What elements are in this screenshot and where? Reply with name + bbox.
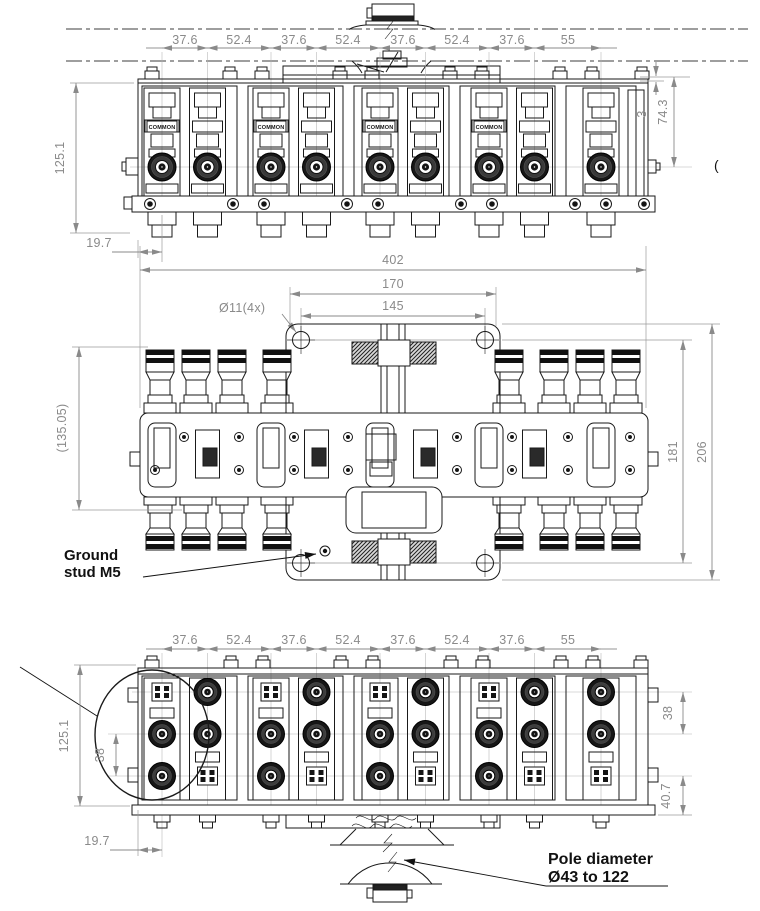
front-center-dim: 74.3	[656, 99, 670, 125]
ground-label-line1: Ground	[64, 547, 119, 564]
rear-pitch-left-dim: 38	[93, 747, 107, 763]
plan-hole-pitch-y-dim: 181	[666, 441, 680, 463]
detail-ellipse	[20, 667, 209, 800]
rear-pitch-right-dim: 38	[661, 705, 675, 721]
ground-label-line2: stud M5	[64, 564, 121, 581]
front-dim-5: 37.6	[390, 33, 416, 47]
plan-plate-width-dim: 170	[382, 277, 404, 291]
rear-dimensions-top	[146, 633, 617, 649]
plan-total-dim: 402	[382, 253, 404, 267]
rear-dim-8: 55	[560, 633, 576, 647]
plan-hole-pitch-dim: 145	[382, 299, 404, 313]
plate-hole-br	[471, 549, 499, 577]
rear-height-dim: 125.1	[57, 719, 71, 753]
front-dim-4: 52.4	[335, 33, 361, 47]
front-height-dim: 125.1	[53, 141, 67, 175]
rear-dim-5: 37.6	[390, 633, 416, 647]
rear-dim-4: 52.4	[335, 633, 361, 647]
common-labels	[145, 120, 506, 132]
rear-bottom-dim: 40.7	[659, 783, 673, 809]
front-rail	[132, 196, 655, 237]
rear-view	[20, 633, 692, 902]
front-dim-6: 52.4	[444, 33, 470, 47]
front-gap-dim: 3	[635, 110, 649, 118]
rear-pole-clamp	[286, 815, 500, 902]
front-body	[122, 67, 660, 212]
pole-label-line1: Pole diameter	[548, 851, 653, 868]
front-view	[53, 4, 748, 262]
front-dim-3: 37.6	[281, 33, 307, 47]
common-label-1: COMMON	[148, 125, 176, 131]
plan-dimensions-top	[140, 246, 646, 408]
plate-hole-bl	[287, 549, 315, 577]
plan-view	[55, 246, 720, 581]
pole-label-line2: Ø43 to 122	[548, 869, 629, 886]
rear-dim-6: 52.4	[444, 633, 470, 647]
plan-body	[130, 413, 658, 497]
front-dim-1: 37.6	[172, 33, 198, 47]
ground-stud	[320, 546, 330, 556]
common-label-3: COMMON	[366, 125, 394, 131]
front-offset-dim: 19.7	[86, 236, 112, 250]
plan-top-clamp	[352, 324, 436, 413]
rear-dim-1: 37.6	[172, 633, 198, 647]
front-bracket-plate	[283, 66, 500, 83]
rear-dim-3: 37.6	[281, 633, 307, 647]
common-label-4: COMMON	[475, 125, 503, 131]
ground-stud-callout	[64, 547, 316, 581]
front-top-bolts	[145, 67, 649, 79]
rear-offset-dim: 19.7	[84, 834, 110, 848]
rear-top-bolts	[145, 656, 648, 668]
truncated-text: (	[714, 157, 719, 173]
front-dim-7: 37.6	[499, 33, 525, 47]
hole-callout: Ø11(4x)	[219, 301, 266, 315]
plan-plate-height-dim: 206	[695, 441, 709, 463]
rear-dim-2: 52.4	[226, 633, 252, 647]
plan-ref-dim: (135.05)	[55, 403, 69, 453]
plan-bottom-clamp	[346, 487, 442, 580]
front-dim-2: 52.4	[226, 33, 252, 47]
rear-dim-7: 37.6	[499, 633, 525, 647]
common-label-2: COMMON	[257, 125, 285, 131]
pole-diameter-callout	[404, 851, 668, 886]
front-dim-8: 55	[560, 33, 576, 47]
